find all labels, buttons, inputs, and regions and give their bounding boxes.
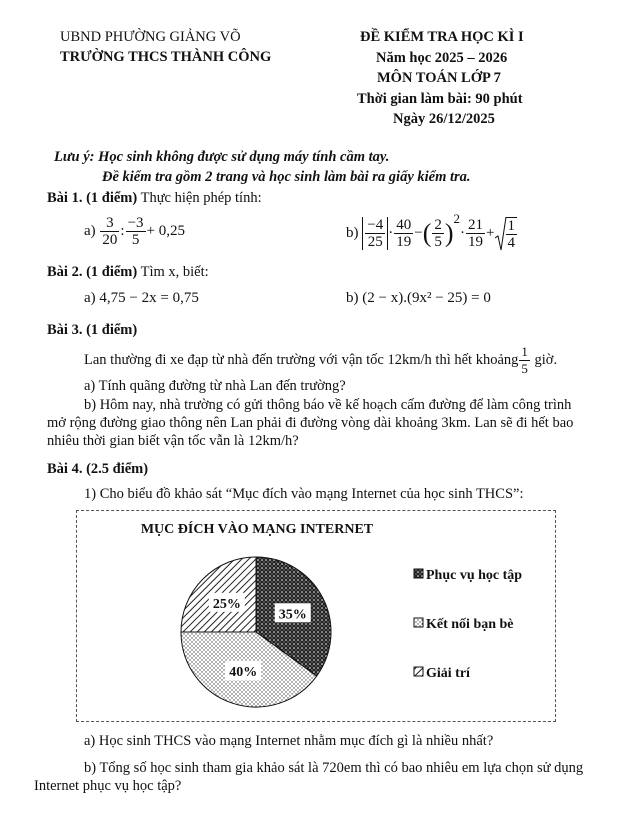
bai4-question-b-line1: b) Tổng số học sinh tham gia khảo sát là 720em thì có bao nhiêu em lựa chọn sử dụng	[84, 760, 584, 776]
bai1-b-frac2: $\frac{40}{19}$	[396, 217, 412, 251]
bai1-a-tail: + 0,25	[146, 222, 186, 239]
bai1-heading	[47, 190, 262, 207]
legend-label-2: Kết nối bạn bè	[426, 617, 514, 632]
bai1-a-op: :	[120, 222, 125, 239]
bai2-prompt: Tìm x, biết:	[140, 264, 209, 280]
pie-slices	[181, 557, 331, 707]
chart-legend	[414, 568, 522, 681]
chart-title: MỤC ĐÍCH VÀO MẠNG INTERNET	[140, 522, 374, 537]
bai1-a-frac1: $\frac{3}{20}$	[102, 215, 118, 248]
bai2-b-label: b)	[346, 290, 359, 306]
pie-label-3: 25%	[212, 596, 241, 612]
bai3-title: Bài 3. (1 điểm)	[47, 322, 138, 338]
bai1-b-sqrt-frac: $\frac{1}{4}$	[507, 217, 515, 251]
legend-swatch-3	[414, 667, 423, 676]
legend-label-3: Giải trí	[426, 666, 470, 681]
bai4-title: Bài 4. (2.5 điểm)	[47, 461, 149, 477]
duration: Thời gian làm bài: 90 phút	[357, 91, 523, 107]
ward-name: UBND PHƯỜNG GIẢNG VÕ	[60, 29, 241, 45]
legend-swatch-2	[414, 618, 423, 627]
bai2-a-expr: 4,75 − 2x = 0,75	[99, 290, 199, 306]
bai1-b: b) $\frac{-4}{25}$ · $\frac{40}{19}$ −( $\frac{2}{5}$ )$^2$· $\frac{21}{19}$ + $\frac{1}{4}$	[346, 211, 515, 251]
legend-swatch-1	[414, 569, 423, 578]
bai3-b-line2: mở rộng đường giao thông nên Lan phải đi đường vòng dài khoảng 3km. Lan sẽ đi hết bao	[47, 415, 574, 431]
subject: MÔN TOÁN LỚP 7	[377, 70, 501, 86]
bai4-intro-text: 1) Cho biểu đồ khảo sát “Mục đích vào mạng Internet của học sinh THCS”:	[84, 486, 524, 502]
note-line-1: Lưu ý: Học sinh không được sử dụng máy tính cầm tay.	[54, 149, 390, 165]
bai1-b-abs: $\frac{-4}{25}$	[362, 217, 388, 250]
school-year: Năm học 2025 – 2026	[376, 50, 508, 66]
bai2-a	[84, 290, 199, 307]
bai2-b	[346, 290, 491, 307]
bai3-intro-after: giờ.	[534, 351, 558, 368]
exam-title: ĐỀ KIỂM TRA HỌC KÌ I	[360, 29, 524, 45]
bai1-a-label: a)	[84, 222, 96, 239]
bai3-intro	[84, 344, 557, 377]
bai1-a-frac2: $\frac{-3}{5}$	[127, 215, 144, 248]
bai1-b-exponent: 2	[453, 211, 461, 226]
bai3-b-line3: nhiêu thời gian biết vận tốc vẫn là 12km/h?	[47, 433, 299, 449]
bai4-question-a: a) Học sinh THCS vào mạng Internet nhằm mục đích gì là nhiều nhất?	[84, 733, 494, 749]
bai1-b-plus: +	[486, 225, 495, 241]
bai1-b-dot2: ·	[460, 225, 466, 241]
bai4-intro	[84, 486, 523, 503]
bai4-question-b-line2: Internet phục vụ học tập?	[34, 778, 182, 794]
bai2-a-label: a)	[84, 290, 96, 306]
bai1-b-dot1: ·	[388, 225, 394, 241]
bai2-title: Bài 2. (1 điểm)	[47, 264, 138, 280]
bai1-b-paren-frac: $\frac{2}{5}$	[434, 217, 442, 251]
bai3-intro-frac: $\frac{1}{5}$	[521, 344, 528, 376]
pie-label-1: 35%	[278, 607, 307, 623]
pie-chart	[77, 511, 555, 721]
bai1-a	[84, 215, 185, 248]
bai1-b-frac3: $\frac{21}{19}$	[468, 217, 484, 251]
bai3-a: a) Tính quãng đường từ nhà Lan đến trường?	[84, 378, 346, 394]
pie-label-2: 40%	[229, 665, 258, 681]
bai1-prompt: Thực hiện phép tính:	[140, 190, 262, 206]
exam-date: Ngày 26/12/2025	[393, 111, 495, 127]
pie-chart-frame	[76, 510, 556, 722]
bai1-b-minus: −	[414, 225, 423, 241]
bai2-b-expr: (2 − x).(9x² − 25) = 0	[362, 290, 491, 306]
bai3-b-line1: b) Hôm nay, nhà trường có gửi thông báo về kế hoạch cấm đường để làm công trình	[84, 397, 572, 413]
bai1-b-label: b)	[346, 225, 359, 241]
legend-label-1: Phục vụ học tập	[426, 568, 523, 583]
bai1-title: Bài 1. (1 điểm)	[47, 190, 138, 206]
note-line-2: Đề kiểm tra gồm 2 trang và học sinh làm bài ra giấy kiểm tra.	[102, 169, 471, 185]
bai2-heading	[47, 264, 209, 281]
school-name: TRƯỜNG THCS THÀNH CÔNG	[60, 49, 272, 65]
bai3-intro-text: Lan thường đi xe đạp từ nhà đến trường với vận tốc 12km/h thì hết khoảng	[84, 351, 519, 368]
